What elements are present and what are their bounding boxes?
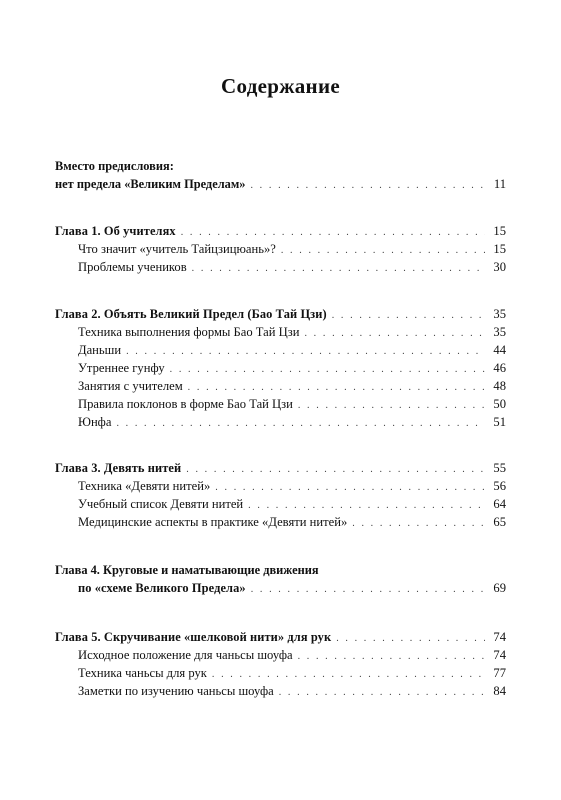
entry-label: по «схеме Великого Предела» bbox=[78, 581, 246, 595]
toc-entry[interactable] bbox=[78, 513, 506, 531]
toc-entry[interactable] bbox=[78, 413, 506, 431]
toc-entry[interactable] bbox=[78, 495, 506, 513]
entry-label: Глава 3. Девять нитей bbox=[55, 461, 182, 475]
page-number: 64 bbox=[493, 497, 506, 511]
chapter-4-line1: Глава 4. Круговые и наматывающие движения bbox=[55, 563, 319, 577]
toc-entry[interactable] bbox=[78, 258, 506, 276]
page-number: 69 bbox=[493, 581, 506, 595]
toc-entry[interactable] bbox=[78, 323, 506, 341]
entry-label: Глава 2. Объять Великий Предел (Бао Тай Цзи) bbox=[55, 307, 327, 321]
entry-label: Исходное положение для чаньсы шоуфа bbox=[78, 648, 293, 662]
toc-entry-chapter-3[interactable] bbox=[55, 459, 506, 477]
toc-entry[interactable] bbox=[78, 341, 506, 359]
toc-entry-chapter-1[interactable] bbox=[55, 222, 506, 240]
entry-label: Даньши bbox=[78, 343, 122, 357]
toc-entry-intro[interactable] bbox=[55, 175, 506, 193]
page-number: 65 bbox=[493, 515, 506, 529]
toc-entry-chapter-5[interactable] bbox=[55, 628, 506, 646]
entry-label: Утреннее гунфу bbox=[78, 361, 165, 375]
leader-dots bbox=[352, 515, 485, 533]
entry-label: Глава 1. Об учителях bbox=[55, 224, 176, 238]
leader-dots bbox=[116, 415, 485, 433]
entry-label: Глава 5. Скручивание «шелковой нити» для рук bbox=[55, 630, 332, 644]
entry-label: Юнфа bbox=[78, 415, 112, 429]
toc-entry[interactable] bbox=[78, 395, 506, 413]
page-number: 30 bbox=[493, 260, 506, 274]
page-number: 84 bbox=[493, 684, 506, 698]
leader-dots bbox=[250, 177, 485, 195]
leader-dots bbox=[251, 581, 485, 599]
entry-label: Занятия с учителем bbox=[78, 379, 183, 393]
page-number: 55 bbox=[493, 461, 506, 475]
page-number: 11 bbox=[493, 177, 506, 191]
page-number: 46 bbox=[493, 361, 506, 375]
page-number: 51 bbox=[493, 415, 506, 429]
toc-entry[interactable] bbox=[78, 477, 506, 495]
toc-entry[interactable] bbox=[78, 359, 506, 377]
toc-entry[interactable] bbox=[78, 664, 506, 682]
page-number: 44 bbox=[493, 343, 506, 357]
page-number: 35 bbox=[493, 307, 506, 321]
leader-dots bbox=[279, 684, 485, 702]
entry-label: Заметки по изучению чаньсы шоуфа bbox=[78, 684, 274, 698]
intro-line1: Вместо предисловия: bbox=[55, 159, 174, 173]
entry-label: Медицинские аспекты в практике «Девяти нитей» bbox=[78, 515, 348, 529]
toc-entry[interactable] bbox=[78, 682, 506, 700]
entry-label: Учебный список Девяти нитей bbox=[78, 497, 244, 511]
page-number: 15 bbox=[493, 224, 506, 238]
page-number: 50 bbox=[493, 397, 506, 411]
page-number: 74 bbox=[493, 630, 506, 644]
entry-label: Правила поклонов в форме Бао Тай Цзи bbox=[78, 397, 293, 411]
page-number: 56 bbox=[493, 479, 506, 493]
page-title: Содержание bbox=[221, 74, 340, 98]
toc-entry[interactable] bbox=[78, 377, 506, 395]
entry-label: Что значит «учитель Тайцзицюань»? bbox=[78, 242, 276, 256]
page-number: 77 bbox=[493, 666, 506, 680]
toc-entry[interactable] bbox=[78, 240, 506, 258]
leader-dots bbox=[192, 260, 485, 278]
toc-entry-chapter-2[interactable] bbox=[55, 305, 506, 323]
entry-label: Техника выполнения формы Бао Тай Цзи bbox=[78, 325, 300, 339]
entry-label: Техника чаньсы для рук bbox=[78, 666, 207, 680]
page-number: 74 bbox=[493, 648, 506, 662]
toc-entry-chapter-4[interactable] bbox=[78, 579, 506, 597]
page-number: 48 bbox=[493, 379, 506, 393]
page-number: 15 bbox=[493, 242, 506, 256]
page-number: 35 bbox=[493, 325, 506, 339]
entry-label: нет предела «Великим Пределам» bbox=[55, 177, 246, 191]
toc-entry[interactable] bbox=[78, 646, 506, 664]
entry-label: Техника «Девяти нитей» bbox=[78, 479, 211, 493]
entry-label: Проблемы учеников bbox=[78, 260, 187, 274]
